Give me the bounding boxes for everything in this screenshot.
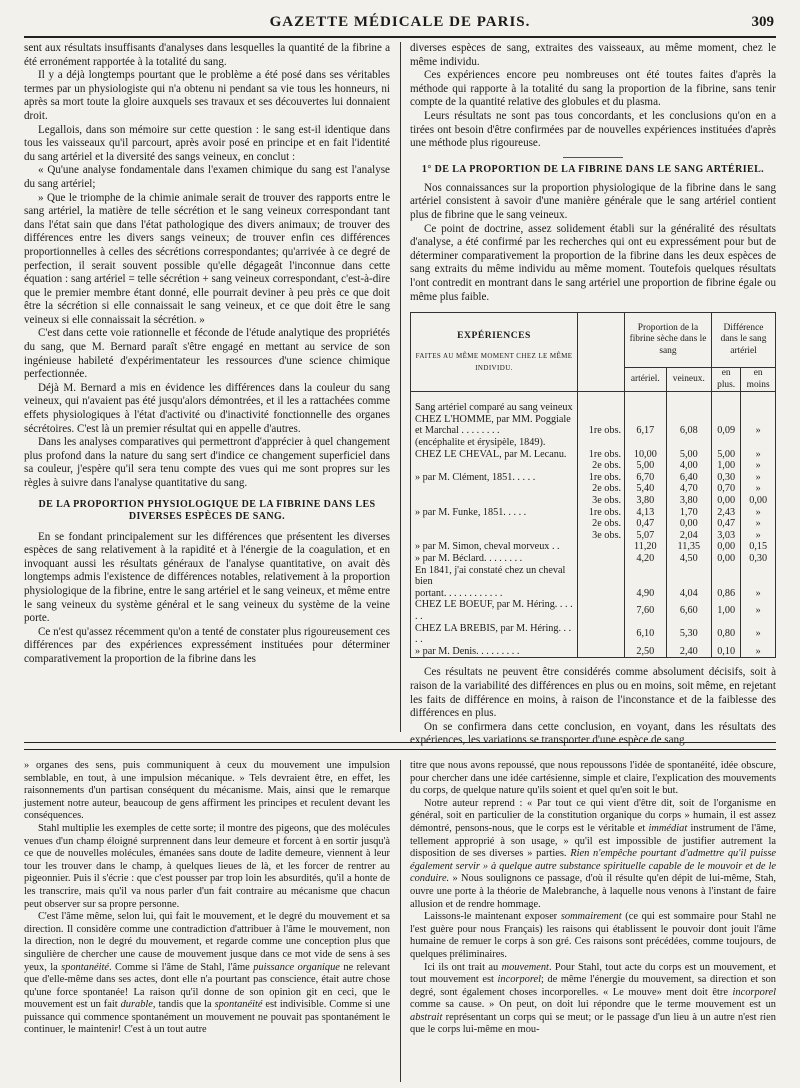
- row-observation: [578, 623, 625, 646]
- value-veineux: 4,70: [666, 483, 711, 495]
- emphasis: incorporel: [732, 986, 776, 998]
- value-en-moins: »: [741, 449, 776, 461]
- row-label: » par M. Funke, 1851. . . . .: [411, 507, 578, 519]
- value-arterial: 11,20: [625, 541, 667, 553]
- row-observation: 1re obs.: [578, 507, 625, 519]
- table-row: [411, 623, 776, 646]
- value-en-moins: 0,00: [741, 495, 776, 507]
- paragraph: [410, 798, 776, 911]
- value-veineux: [666, 437, 711, 449]
- text-run: est indivisible. Comme si une puissance qui commence spontanément un mouvement ne pouvait pas spontanément le continuer, le maintenir! C'est à un tout autre: [24, 999, 390, 1036]
- table-head-proportion: Proportion de la fibrine sèche dans le sang: [625, 313, 712, 368]
- row-observation: [578, 565, 625, 588]
- text-run: Laissons-le maintenant exposer: [424, 911, 561, 923]
- paragraph: [410, 911, 776, 961]
- value-en-moins: »: [741, 507, 776, 519]
- text-run: » Nous soulignons ce passage, d'où il résulte qu'en dépit de lui-même, Stah, ouvre une porte à la théorie de Malebranche, à laquelle nous venons à l'instant de faire allusion et de rendre hommage.: [410, 873, 776, 910]
- paragraph: Il y a déjà longtemps pourtant que le problème a été posé dans ses véritables termes par un physiologiste qui n'a obtenu ni pendant sa vie tous les honneurs, ni après sa mort toute la gloire auxquels ses travaux et ses découvertes lui donnaient droit.: [24, 69, 390, 122]
- row-label: [411, 495, 578, 507]
- row-observation: [578, 414, 625, 426]
- value-veineux: 6,60: [666, 599, 711, 622]
- lower-left-column: [24, 760, 390, 1082]
- text-run: C'est l'âme même, selon lui, qui fait le mouvement, et le degré du mouvement et sa direction. Il considère comme une contradiction d'attribuer à l'âme le mouvement, non la direction, non le degré du mouvement, et regarde comme une conception plus que singulière de chercher une cause de mouvement jusque dans ce mot vide de sens à ses yeux, la: [24, 911, 390, 973]
- row-observation: 1re obs.: [578, 449, 625, 461]
- row-label: et Marchal . . . . . . . .: [411, 425, 578, 437]
- value-en-moins: [741, 565, 776, 588]
- text-run: comme sa cause. » On peut, on doit lui répondre que le terme mouvement est un: [410, 999, 776, 1011]
- row-observation: [578, 553, 625, 565]
- journal-title: GAZETTE MÉDICALE DE PARIS.: [269, 14, 531, 30]
- table-row: [411, 425, 776, 437]
- value-arterial: 4,90: [625, 588, 667, 600]
- emphasis: puissance organique: [253, 961, 340, 973]
- value-arterial: 4,20: [625, 553, 667, 565]
- value-en-plus: 0,10: [711, 646, 740, 658]
- table-row: [411, 553, 776, 565]
- row-label: CHEZ LE CHEVAL, par M. Lecanu.: [411, 449, 578, 461]
- table-row: [411, 530, 776, 542]
- lower-right-column: [410, 760, 776, 1082]
- value-arterial: 6,17: [625, 425, 667, 437]
- text-run: instrument de l'âme, tellement approprié à son usage, » qu'il est impossible de justifier autrement la disposition de ses diverses » parties.: [410, 822, 776, 860]
- paragraph: Nos connaissances sur la proportion physiologique de la fibrine dans le sang artériel consistent à savoir d'une manière générale que le sang artériel contient plus de fibrine que le sang veineux.: [410, 181, 776, 221]
- table-row: [411, 414, 776, 426]
- value-en-plus: 0,47: [711, 518, 740, 530]
- upper-right-column: [410, 42, 776, 747]
- value-en-moins: »: [741, 472, 776, 484]
- value-arterial: [625, 414, 667, 426]
- value-en-plus: 0,80: [711, 623, 740, 646]
- table-head-experiences: [411, 313, 578, 392]
- emphasis: immédiat: [648, 822, 688, 834]
- table-row: [411, 483, 776, 495]
- value-arterial: 3,80: [625, 495, 667, 507]
- row-label: [411, 518, 578, 530]
- paragraph: Ces résultats ne peuvent être considérés comme absolument décisifs, soit à raison de la variabilité des différences en plus ou en moins, soit même, en rejetant les faits de différence en moins, à raison de l'inconstance et de la faiblesse des différences en plus.: [410, 666, 776, 720]
- row-label: CHEZ L'HOMME, par MM. Poggiale: [411, 414, 578, 426]
- value-veineux: 3,80: [666, 495, 711, 507]
- value-arterial: 6,10: [625, 623, 667, 646]
- text-run: ne relevant que d'elle-même dans ses actes, dont elle n'a pourtant pas conscience, était autre chose qu'une force spontanée! La raison qu'il donne de son opinion git en ceci, que le mouvement est un fait: [24, 961, 390, 1011]
- text-run: ; de même l'énergie du mouvement, sa direction et son degré, sont également choses incorporelles. « Le mouve» ment doit être: [410, 974, 777, 998]
- table-row: [411, 541, 776, 553]
- value-en-moins: »: [741, 460, 776, 472]
- text-run: représentant un corps qui se meut; or le passage d'un lieu à un autre n'est rien que le corps lui-même en mou-: [410, 1011, 776, 1036]
- paragraph: C'est dans cette voie rationnelle et féconde de l'étude analytique des propriétés du sang, que M. Bernard paraît s'être engagé en mettant au service de son ingénieuse habileté d'expérimentateur les ressources d'une science chimique perfectionnée.: [24, 327, 390, 381]
- table-head-difference: Différence dans le sang artériel: [711, 313, 775, 368]
- upper-left-column: [24, 42, 390, 732]
- row-label: En 1841, j'ai constaté chez un cheval bien: [411, 565, 578, 588]
- row-observation: [578, 646, 625, 658]
- value-veineux: [666, 565, 711, 588]
- text-run: . Pour Stahl, tout acte du corps est un mouvement, et tout mouvement est: [410, 961, 776, 986]
- table-row: [411, 460, 776, 472]
- value-en-plus: 3,03: [711, 530, 740, 542]
- emphasis: mouvement: [501, 961, 549, 973]
- section-heading: 1° DE LA PROPORTION DE LA FIBRINE DANS LE SANG ARTÉRIEL.: [421, 163, 765, 175]
- row-observation: 3e obs.: [578, 530, 625, 542]
- table-subhead: veineux.: [666, 368, 711, 392]
- emphasis: sommairement: [560, 911, 622, 923]
- table-row: [411, 449, 776, 461]
- table-row: [411, 392, 776, 414]
- value-en-moins: 0,15: [741, 541, 776, 553]
- paragraph: Déjà M. Bernard a mis en évidence les différences dans la couleur du sang veineux, qui n'avaient pas été jusqu'alors démontrées, et il les a rattachées comme effets physiologiques à l'état d'activité ou d'inactivité fonctionnelle des organes sécrétoires. C'est là un premier résultat qui en appelle d'autres.: [24, 381, 390, 435]
- paragraph: titre que nous avons repoussé, que nous repoussons l'idée de spontanéité, idée obscure, pour chercher dans une idée cartésienne, simple et claire, l'explication des mouvements du corps, de quelque nature qu'ils soient et quel qu'en soit le but.: [410, 760, 776, 797]
- value-en-plus: 0,00: [711, 553, 740, 565]
- paragraph: Stahl multiplie les exemples de cette sorte; il montre des pigeons, que des molécules venues d'un champ éloigné surprennent dans leur demeure et forcent à en sortir jusqu'à ce que de nouvelles molécules, émanées sans doute de ladite demeure, viennent à leur tour les trouver dans le champ, à quelques lieues de là, et les forcer de rentrer au pigeonnier. Puis il s'écrie : que c'est pousser par trop loin les absurdités, qu'il a honte de les transcrire, mais qu'il va nous parler d'un fait contraire au mécanisme que chacun peut observer sur sa propre personne.: [24, 822, 390, 910]
- table-subhead: artériel.: [625, 368, 667, 392]
- table-head-sublabel: FAITES AU MÊME MOMENT CHEZ LE MÊME INDIVIDU.: [415, 352, 573, 372]
- value-veineux: 2,04: [666, 530, 711, 542]
- value-veineux: 11,35: [666, 541, 711, 553]
- emphasis: abstrait: [410, 1011, 443, 1023]
- section-heading: DE LA PROPORTION PHYSIOLOGIQUE DE LA FIBRINE DANS LES DIVERSES ESPÈCES DE SANG.: [38, 498, 376, 522]
- table-row: [411, 518, 776, 530]
- table-row: [411, 646, 776, 658]
- value-veineux: 6,08: [666, 425, 711, 437]
- value-en-moins: »: [741, 623, 776, 646]
- value-en-moins: »: [741, 588, 776, 600]
- value-en-plus: 2,43: [711, 507, 740, 519]
- table-head-obs: [578, 313, 625, 392]
- emphasis: durable: [120, 999, 153, 1011]
- value-arterial: 5,07: [625, 530, 667, 542]
- value-arterial: 7,60: [625, 599, 667, 622]
- row-label: [411, 483, 578, 495]
- paragraph: Ce point de doctrine, assez solidement établi sur la généralité des résultats d'analyse, a été confirmé par les recherches qui ont eu expressément pour but de déterminer comparativement la proportion de la fibrine dans les deux espèces de sang extraits du même individu au même moment. Toutefois quelques résultats l'ont contredit en montrant dans le sang artériel une proportion de fibrine égale ou même plus faible.: [410, 222, 776, 303]
- value-en-moins: [741, 437, 776, 449]
- value-veineux: [666, 392, 711, 414]
- paragraph: [410, 962, 776, 1038]
- value-arterial: 2,50: [625, 646, 667, 658]
- value-veineux: 2,40: [666, 646, 711, 658]
- value-arterial: 6,70: [625, 472, 667, 484]
- emphasis: spontanéité: [214, 999, 263, 1011]
- column-divider: [400, 42, 401, 732]
- emphasis: spontanéité: [61, 961, 110, 973]
- value-en-moins: [741, 414, 776, 426]
- divider: [563, 157, 623, 158]
- value-en-plus: 5,00: [711, 449, 740, 461]
- row-observation: [578, 541, 625, 553]
- row-label: (encéphalite et érysipèle, 1849).: [411, 437, 578, 449]
- paragraph: « Qu'une analyse fondamentale dans l'examen chimique du sang est l'analyse du sang artériel;: [24, 164, 390, 190]
- value-en-plus: 0,09: [711, 425, 740, 437]
- section-separator: [24, 742, 776, 750]
- paragraph: » organes des sens, puis communiquent à ceux du mouvement une impulsion semblable, en tout, à une impulsion mécanique. » Tels devraient être, en effet, les raisonnements d'un partisan conséquent du mécanisme. Mais, ainsi que le remarque justement notre auteur, beaucoup de gens affirment les principes et reculent devant les conséquences.: [24, 760, 390, 822]
- row-observation: 1re obs.: [578, 425, 625, 437]
- value-en-moins: »: [741, 646, 776, 658]
- table-subhead: en plus.: [711, 368, 740, 392]
- value-arterial: 10,00: [625, 449, 667, 461]
- value-en-plus: 0,86: [711, 588, 740, 600]
- value-en-plus: 1,00: [711, 599, 740, 622]
- value-en-moins: »: [741, 483, 776, 495]
- paragraph: » Que le triomphe de la chimie animale serait de trouver des rapports entre le sang artériel, la matière de telle sécrétion et le sang veineux correspondant tant dans l'état sain que dans l'état pathologique des divers animaux; de trouver des différences entre les divers sangs veineux; de trouver enfin ces différences proportionnelles à celles des sécrétions correspondantes; qu'arrivée à ce degré de perfection, il serait souvent possible qu'elle dégageât l'inconnue dans cette équation : sang artériel = telle sécrétion + sang veineux correspondant, c'est-à-dire que le premier membre étant donné, elle pourrait deviner à peu près ce que doit être la sécrétion si elle connaissait le sang veineux, et ce que doit être le sang veineux si elle connaissait la sécrétion. »: [24, 191, 390, 326]
- row-label: CHEZ LE BOEUF, par M. Héring. . . . . .: [411, 599, 578, 622]
- paragraph: Ces expériences encore peu nombreuses ont été toutes faites d'après la méthode qui rapporte à la totalité du sang la proportion de la fibrine, sans tenir compte de la quantité relative des globules et du plasma.: [410, 69, 776, 109]
- text-run: , tandis que la: [152, 999, 215, 1011]
- value-arterial: 0,47: [625, 518, 667, 530]
- value-arterial: [625, 437, 667, 449]
- paragraph: En se fondant principalement sur les différences que présentent les diverses espèces de sang relativement à la rapidité et à l'énergie de la coagulation, et en invoquant aussi les résultats généraux de l'analyse quantitative, on avait dès longtemps admis l'existence de différences notables, relativement à la proportion physiologique de la fibrine, entre le sang artériel et le sang veineux, et même entre le sang veineux du système général et le sang veineux du système de la veine porte.: [24, 530, 390, 625]
- table-row: [411, 599, 776, 622]
- value-veineux: 6,40: [666, 472, 711, 484]
- row-label: portant. . . . . . . . . . . .: [411, 588, 578, 600]
- value-en-moins: 0,30: [741, 553, 776, 565]
- value-en-moins: [741, 392, 776, 414]
- row-observation: [578, 437, 625, 449]
- row-label: [411, 460, 578, 472]
- text-run: Notre auteur reprend : « Par tout ce qui vient d'être dit, soit de l'organisme en général, soit en particulier de la constitution organique du corps » humain, il est assez démontré, pensons-nous, que le corps est le véritable et: [410, 797, 776, 834]
- page-number: 309: [751, 14, 774, 30]
- paragraph: Leurs résultats ne sont pas tous concordants, et les conclusions qu'on en a tirées ont besoin d'être confirmées par de nouvelles expériences instituées d'après une méthode plus rigoureuse.: [410, 109, 776, 150]
- paragraph: diverses espèces de sang, extraites des vaisseaux, au même moment, chez le même individu.: [410, 42, 776, 68]
- table-row: [411, 588, 776, 600]
- value-arterial: 5,00: [625, 460, 667, 472]
- table-row: [411, 565, 776, 588]
- paragraph: sent aux résultats insuffisants d'analyses dans lesquelles la quantité de la fibrine a été erronément rapportée à la totalité du sang.: [24, 42, 390, 68]
- value-veineux: 5,30: [666, 623, 711, 646]
- value-en-plus: [711, 392, 740, 414]
- paragraph: Dans les analyses comparatives qui permettront d'apprécier à quel changement plus profond dans la nature du sang sert d'indice ce changement superficiel dans sa couleur, j'espère qu'il sera tenu compte des vues qui me sont propres sur les règles à suivre dans l'analyse quantitative du sang.: [24, 436, 390, 489]
- row-observation: [578, 392, 625, 414]
- value-en-moins: »: [741, 518, 776, 530]
- emphasis: incorporel: [497, 974, 541, 986]
- value-en-moins: »: [741, 425, 776, 437]
- value-veineux: 1,70: [666, 507, 711, 519]
- value-en-plus: 0,00: [711, 541, 740, 553]
- value-en-plus: [711, 565, 740, 588]
- row-observation: [578, 588, 625, 600]
- value-veineux: 4,50: [666, 553, 711, 565]
- row-label: » par M. Simon, cheval morveux . .: [411, 541, 578, 553]
- row-label: » par M. Denis. . . . . . . . .: [411, 646, 578, 658]
- value-arterial: [625, 565, 667, 588]
- value-veineux: 4,00: [666, 460, 711, 472]
- table-row: [411, 472, 776, 484]
- row-label: [411, 530, 578, 542]
- value-veineux: 0,00: [666, 518, 711, 530]
- row-observation: 2e obs.: [578, 460, 625, 472]
- row-observation: [578, 599, 625, 622]
- value-en-moins: »: [741, 599, 776, 622]
- value-en-plus: 0,00: [711, 495, 740, 507]
- value-en-moins: »: [741, 530, 776, 542]
- paragraph: On se confirmera dans cette conclusion, en voyant, dans les résultats des expériences, les variations se transporter d'une espèce de sang: [410, 720, 776, 747]
- paragraph: Legallois, dans son mémoire sur cette question : le sang est-il identique dans tous les vaisseaux qu'il parcourt, après avoir posé en principe et en fait l'identité du sang artériel et la diversité des sangs veineux, en conclut :: [24, 123, 390, 163]
- row-label: CHEZ LA BREBIS, par M. Héring. . . . .: [411, 623, 578, 646]
- table-head-label: EXPÉRIENCES: [457, 329, 531, 341]
- row-observation: 3e obs.: [578, 495, 625, 507]
- row-observation: 2e obs.: [578, 483, 625, 495]
- row-observation: 2e obs.: [578, 518, 625, 530]
- row-label: » par M. Béclard. . . . . . . .: [411, 553, 578, 565]
- row-label: » par M. Clément, 1851. . . . .: [411, 472, 578, 484]
- row-label: Sang artériel comparé au sang veineux: [411, 392, 578, 414]
- table-row: [411, 437, 776, 449]
- value-en-plus: 0,30: [711, 472, 740, 484]
- paragraph: Ce n'est qu'assez récemment qu'on a tenté de constater plus rigoureusement ces différences par des expériences expressément instituées pour déterminer comparativement la proportion de la fibrine dans les: [24, 625, 390, 665]
- text-run: (ce qui est sommaire pour Stahl ne l'est guère pour nous Français) les raisons qui établissent le pouvoir dont jouit l'âme humaine de remuer le corps à son gré. Ces raisons sont précédées, comme toujours, de quelques préliminaires.: [410, 911, 776, 960]
- value-arterial: 4,13: [625, 507, 667, 519]
- value-arterial: 5,40: [625, 483, 667, 495]
- value-en-plus: [711, 414, 740, 426]
- page-header: [24, 12, 776, 38]
- table-body: [411, 392, 776, 658]
- value-veineux: 4,04: [666, 588, 711, 600]
- value-arterial: [625, 392, 667, 414]
- value-veineux: [666, 414, 711, 426]
- table-subhead: en moins: [741, 368, 776, 392]
- value-en-plus: 0,70: [711, 483, 740, 495]
- text-run: . Comme si l'âme de Stahl, l'âme: [109, 961, 254, 973]
- fibrine-table: [410, 312, 776, 658]
- value-en-plus: 1,00: [711, 460, 740, 472]
- value-veineux: 5,00: [666, 449, 711, 461]
- text-run: Ici ils ont trait au: [424, 961, 502, 973]
- value-en-plus: [711, 437, 740, 449]
- table-row: [411, 507, 776, 519]
- emphasis: Rien n'empêche pourtant d'admettre qu'il puisse également servir » à quelque autre substance spirituelle capable de le mouvoir et de le conduire.: [410, 848, 776, 885]
- column-divider: [400, 760, 401, 1082]
- table-row: [411, 495, 776, 507]
- paragraph: [24, 911, 390, 1037]
- row-observation: 1re obs.: [578, 472, 625, 484]
